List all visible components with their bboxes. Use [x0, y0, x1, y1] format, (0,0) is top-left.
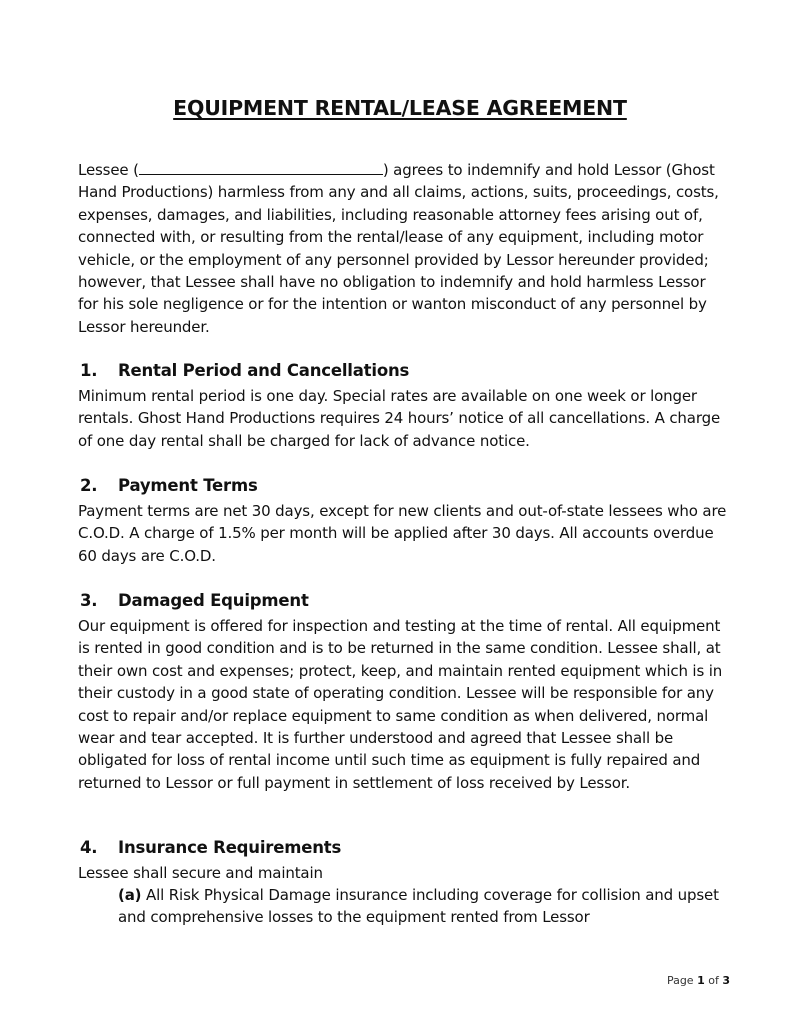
intro-prefix: Lessee ( [78, 161, 139, 179]
section-1-text: Minimum rental period is one day. Special rates are available on one week or longer rentals. Ghost Hand Productions requires 24 hours’ notice of all cancellations. A charge of one day rental shall be charged for lack of advance notice. [78, 387, 721, 450]
page-label: Page [666, 974, 698, 987]
intro-paragraph [78, 159, 728, 338]
section-2-text: Payment terms are net 30 days, except for new clients and out-of-state lessees who are C.O.D. A charge of 1.5% per month will be applied after 30 days. All accounts overdue 60 days are C.O.D. [78, 502, 727, 565]
section-3-title: Damaged Equipment [118, 591, 309, 610]
section-1-number: 1. [80, 361, 98, 380]
section-4-number: 4. [80, 838, 98, 857]
section-3-number: 3. [80, 591, 98, 610]
page-total: 3 [722, 974, 730, 987]
section-1-title: Rental Period and Cancellations [118, 361, 410, 380]
section-3-heading [80, 591, 309, 610]
section-1-heading [80, 361, 409, 380]
section-2-number: 2. [80, 476, 98, 495]
section-2-title: Payment Terms [118, 476, 258, 495]
page-of-label: of [704, 974, 723, 987]
section-2-heading [80, 476, 258, 495]
section-4-text: Lessee shall secure and maintain [78, 864, 323, 882]
section-3-text: Our equipment is offered for inspection and testing at the time of rental. All equipment is rented in good condition and is to be returned in the same condition. Lessee shall, at their own cost and expenses; protect, keep, and maintain rented equipment which is in their custody in a good state of operating condition. Lessee will be responsible for any cost to repair and/or replace equipment to same condition as when delivered, normal wear and tear accepted. It is further understood and agreed that Lessee shall be obligated for loss of rental income until such time as equipment is fully repaired and returned to Lessor or full payment in settlement of loss received by Lessor. [78, 617, 723, 792]
document-title: EQUIPMENT RENTAL/LEASE AGREEMENT [173, 96, 627, 120]
subitem-a-text: All Risk Physical Damage insurance including coverage for collision and upset and comprehensive losses to the equipment rented from Lessor [118, 886, 719, 927]
intro-text: ) agrees to indemnify and hold Lessor (Ghost Hand Productions) harmless from any and all claims, actions, suits, proceedings, costs, expenses, damages, and liabilities, including reasonable attorney fees arising out of, connected with, or resulting from the rental/lease of any equipment, including motor vehicle, or the employment of any personnel provided by Lessor hereunder provided; however, that Lessee shall have no obligation to indemnify and hold harmless Lessor for his sole negligence or for the intention or wanton misconduct of any personnel by Lessor hereunder. [78, 161, 719, 336]
page-current: 1 [697, 974, 705, 987]
lessee-name-blank[interactable] [139, 160, 383, 175]
page-footer [667, 974, 730, 987]
section-4-title: Insurance Requirements [118, 838, 342, 857]
section-4-heading [80, 838, 341, 857]
section-4-subitem-a [118, 884, 728, 929]
subitem-a-label: (a) [118, 886, 142, 904]
